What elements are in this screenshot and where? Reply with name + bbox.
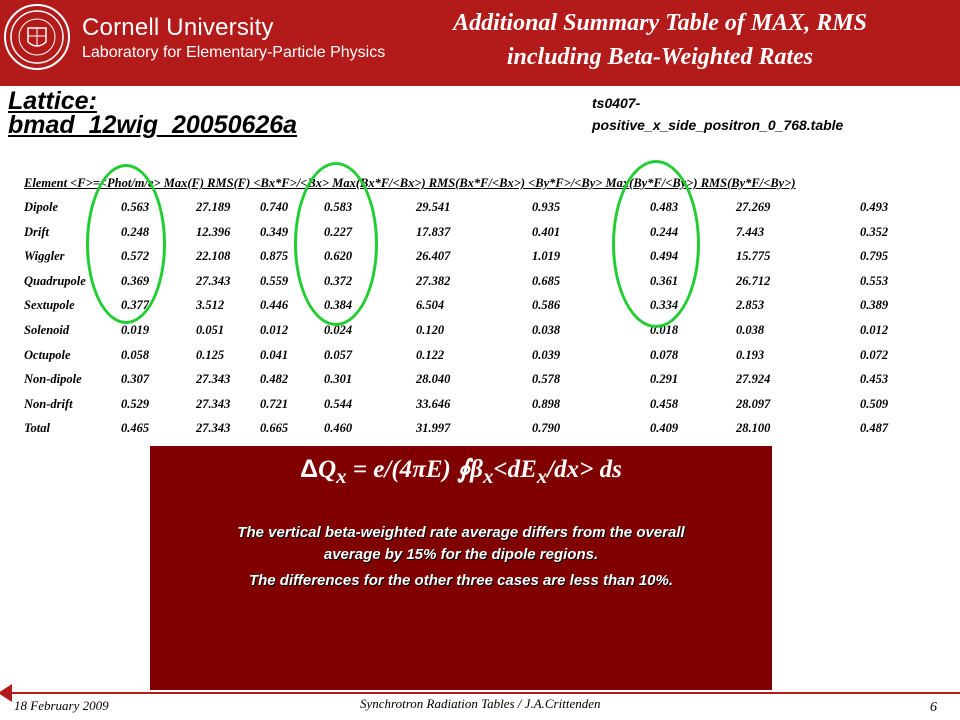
lab-name: Laboratory for Elementary-Particle Physics xyxy=(82,44,386,61)
table-cell: 28.040 xyxy=(416,372,451,387)
table-cell: 0.898 xyxy=(532,396,561,411)
table-cell: 1.019 xyxy=(532,249,561,264)
row-label: Solenoid xyxy=(24,323,70,337)
table-row xyxy=(24,348,944,368)
table-cell: 0.482 xyxy=(260,372,289,387)
table-cell: 0.024 xyxy=(324,323,353,337)
table-cell: 0.244 xyxy=(650,224,679,239)
page-number: 6 xyxy=(930,700,937,715)
lattice-name: bmad_12wig_20050626a xyxy=(8,111,298,139)
row-label: Total xyxy=(24,421,50,436)
table-cell: 0.372 xyxy=(324,273,353,288)
table-cell: 0.038 xyxy=(736,323,765,337)
table-file-line-1: ts0407- xyxy=(592,95,641,111)
table-cell: 33.646 xyxy=(416,396,451,411)
table-cell: 0.301 xyxy=(324,372,353,387)
table-cell: 0.446 xyxy=(260,298,289,313)
table-cell: 0.039 xyxy=(532,347,561,362)
table-cell: 0.453 xyxy=(860,372,889,387)
table-cell: 0.494 xyxy=(650,249,679,264)
table-cell: 0.795 xyxy=(860,249,889,264)
note-line-1: The vertical beta-weighted rate average differs from the overall xyxy=(237,524,685,541)
table-cell: 27.382 xyxy=(416,273,451,288)
table-cell: 0.740 xyxy=(260,200,289,214)
table-cell: 0.377 xyxy=(121,298,150,313)
table-cell: 0.586 xyxy=(532,298,561,313)
row-label: Octupole xyxy=(24,347,71,362)
table-cell: 27.924 xyxy=(736,372,771,387)
table-cell: 0.248 xyxy=(121,224,150,239)
table-cell: 0.227 xyxy=(324,224,353,239)
row-label: Drift xyxy=(24,224,49,239)
table-cell: 0.529 xyxy=(121,396,150,411)
table-cell: 0.721 xyxy=(260,396,289,411)
table-cell: 0.578 xyxy=(532,372,561,387)
table-cell: 0.072 xyxy=(860,347,889,362)
table-row xyxy=(24,372,944,392)
table-cell: 0.790 xyxy=(532,421,561,436)
table-cell: 0.334 xyxy=(650,298,679,313)
table-row xyxy=(24,397,944,417)
table-cell: 0.583 xyxy=(324,200,353,214)
table-cell: 0.307 xyxy=(121,372,150,387)
table-cell: 26.712 xyxy=(736,273,771,288)
table-cell: 0.019 xyxy=(121,323,150,337)
table-cell: 0.487 xyxy=(860,421,889,436)
table-cell: 27.343 xyxy=(196,396,231,411)
header-bar xyxy=(0,0,960,86)
footer-date: 18 February 2009 xyxy=(14,698,109,713)
table-cell: 0.057 xyxy=(324,347,353,362)
table-cell: 31.997 xyxy=(416,421,451,436)
table-cell: 0.125 xyxy=(196,347,225,362)
table-cell: 0.349 xyxy=(260,224,289,239)
table-cell: 0.544 xyxy=(324,396,353,411)
table-cell: 0.352 xyxy=(860,224,889,239)
table-cell: 0.291 xyxy=(650,372,679,387)
university-name: Cornell University xyxy=(82,14,274,41)
footer-rule xyxy=(0,692,960,694)
title-line-1: Additional Summary Table of MAX, RMS xyxy=(453,10,867,36)
table-cell: 3.512 xyxy=(196,298,225,313)
table-cell: 0.559 xyxy=(260,273,289,288)
table-cell: 0.572 xyxy=(121,249,150,264)
row-label: Quadrupole xyxy=(24,273,86,288)
table-cell: 29.541 xyxy=(416,200,451,214)
table-cell: 28.097 xyxy=(736,396,771,411)
table-cell: 15.775 xyxy=(736,249,771,264)
table-cell: 0.935 xyxy=(532,200,561,214)
table-cell: 0.122 xyxy=(416,347,445,362)
table-cell: 0.041 xyxy=(260,347,289,362)
table-cell: 0.120 xyxy=(416,323,445,337)
table-cell: 0.665 xyxy=(260,421,289,436)
table-cell: 27.343 xyxy=(196,273,231,288)
table-cell: 0.058 xyxy=(121,347,150,362)
table-cell: 22.108 xyxy=(196,249,231,264)
back-arrow-icon[interactable] xyxy=(0,684,12,702)
table-cell: 0.051 xyxy=(196,323,225,337)
table-cell: 0.465 xyxy=(121,421,150,436)
table-cell: 27.189 xyxy=(196,200,231,214)
table-cell: 0.509 xyxy=(860,396,889,411)
table-cell: 2.853 xyxy=(736,298,765,313)
table-cell: 0.483 xyxy=(650,200,679,214)
table-cell: 0.361 xyxy=(650,273,679,288)
table-cell: 0.409 xyxy=(650,421,679,436)
title-line-2: including Beta-Weighted Rates xyxy=(506,44,814,70)
table-cell: 26.407 xyxy=(416,249,451,264)
table-cell: 0.875 xyxy=(260,249,289,264)
footer-credit: Synchrotron Radiation Tables / J.A.Crittenden xyxy=(360,696,601,711)
note-line-3: The differences for the other three cases are less than 10%. xyxy=(248,572,674,589)
table-cell: 0.193 xyxy=(736,347,765,362)
table-cell: 0.018 xyxy=(650,323,679,337)
note-line-2: average by 15% for the dipole regions. xyxy=(323,546,599,563)
table-row xyxy=(24,421,944,441)
table-cell: 0.384 xyxy=(324,298,353,313)
integral-symbol: ∮ xyxy=(457,456,471,483)
table-cell: 0.012 xyxy=(860,323,889,337)
table-cell: 0.389 xyxy=(860,298,889,313)
table-cell: 0.369 xyxy=(121,273,150,288)
table-cell: 17.837 xyxy=(416,224,451,239)
table-header: Element <F>=<Phot/m/e> Max(F) RMS(F) <Bx*F>/<Bx> Max(Bx*F/<Bx>) RMS(Bx*F/<Bx>) <By*F>/<By> Max(By*F/<By>) RMS(By*F/<By>) xyxy=(24,176,796,190)
table-cell: 7.443 xyxy=(736,224,765,239)
table-cell: 6.504 xyxy=(416,298,445,313)
table-cell: 0.458 xyxy=(650,396,679,411)
slide-title xyxy=(380,6,940,74)
highlight-circle-f xyxy=(86,164,166,324)
highlight-circle-by xyxy=(612,160,700,328)
row-label: Sextupole xyxy=(24,298,75,313)
summary-box xyxy=(150,446,772,690)
row-label: Dipole xyxy=(24,200,59,214)
row-label: Wiggler xyxy=(24,249,65,264)
table-file-line-2: positive_x_side_positron_0_768.table xyxy=(592,117,844,133)
table-cell: 27.343 xyxy=(196,372,231,387)
row-label: Non-drift xyxy=(24,396,73,411)
table-cell: 12.396 xyxy=(196,224,231,239)
highlight-circle-bx xyxy=(294,162,378,326)
table-cell: 0.078 xyxy=(650,347,679,362)
table-cell: 0.685 xyxy=(532,273,561,288)
row-label: Non-dipole xyxy=(24,372,82,387)
table-cell: 0.401 xyxy=(532,224,561,239)
lattice-label: Lattice: xyxy=(8,87,97,115)
table-cell: 27.343 xyxy=(196,421,231,436)
tune-shift-formula: $\Delta Q_x = e/(4\pi E)$ $∮\beta_x<dE_x/dx>$ ds xyxy=(300,455,622,488)
cornell-seal-icon xyxy=(4,4,70,70)
table-cell: 0.012 xyxy=(260,323,289,337)
table-cell: 0.460 xyxy=(324,421,353,436)
table-cell: 28.100 xyxy=(736,421,771,436)
table-cell: 0.620 xyxy=(324,249,353,264)
table-cell: 0.038 xyxy=(532,323,561,337)
table-cell: 0.563 xyxy=(121,200,150,214)
table-cell: 27.269 xyxy=(736,200,771,214)
table-row xyxy=(24,298,944,318)
table-file-name xyxy=(592,92,843,136)
table-row xyxy=(24,323,944,343)
table-cell: 0.553 xyxy=(860,273,889,288)
table-cell: 0.493 xyxy=(860,200,889,214)
